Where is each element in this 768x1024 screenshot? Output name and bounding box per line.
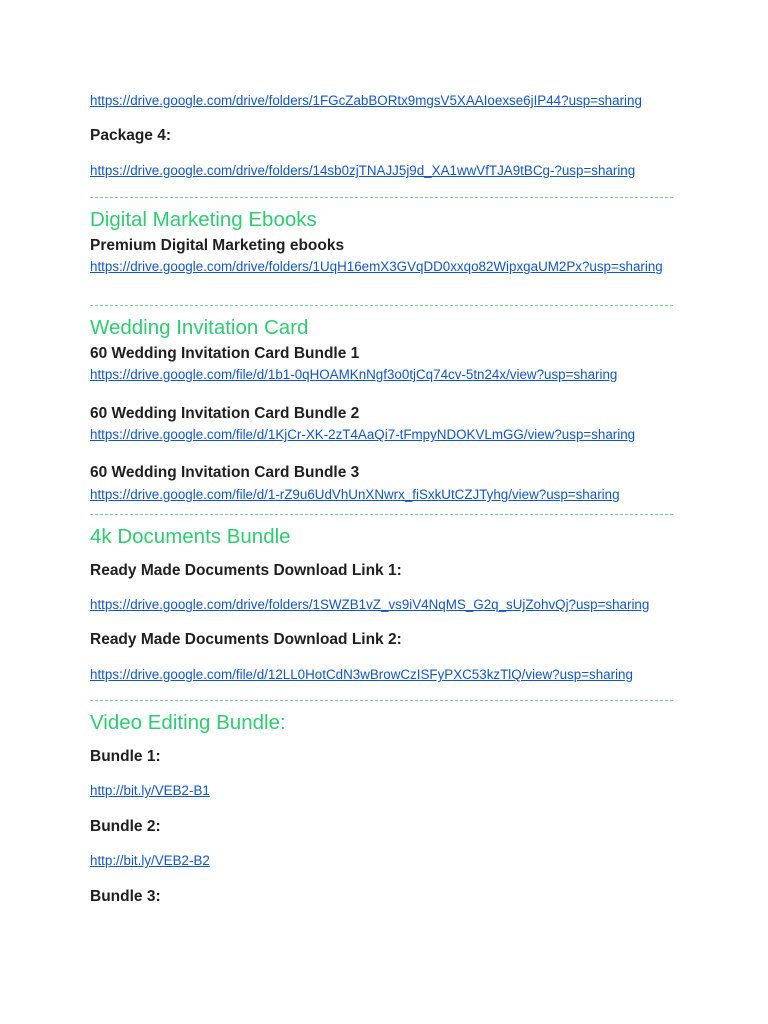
package3-link[interactable]: https://drive.google.com/drive/folders/1FGcZabBORtx9mgsV5XAAIoexse6jIP44?usp=sharing <box>90 93 642 108</box>
wedding-bundle-3-link[interactable]: https://drive.google.com/file/d/1-rZ9u6UdVhUnXNwrx_fiSxkUtCZJTyhg/view?usp=sharing <box>90 487 620 502</box>
section-divider <box>90 514 673 515</box>
video-bundle-1-link[interactable]: http://bit.ly/VEB2-B1 <box>90 783 210 798</box>
wedding-bundle-2-label: 60 Wedding Invitation Card Bundle 2 <box>90 405 360 422</box>
package4-label: Package 4: <box>90 127 171 144</box>
section-divider <box>90 305 673 306</box>
video-bundle-1-label: Bundle 1: <box>90 748 161 765</box>
wedding-bundle-3-label: 60 Wedding Invitation Card Bundle 3 <box>90 464 360 481</box>
section-divider <box>90 700 673 701</box>
documents-link-1-label: Ready Made Documents Download Link 1: <box>90 562 402 579</box>
documents-link-1[interactable]: https://drive.google.com/drive/folders/1SWZB1vZ_vs9iV4NqMS_G2q_sUjZohvQj?usp=sharing <box>90 597 650 612</box>
video-bundle-2-label: Bundle 2: <box>90 818 161 835</box>
section-heading-documents: 4k Documents Bundle <box>90 525 291 548</box>
section-heading-ebooks: Digital Marketing Ebooks <box>90 208 317 231</box>
wedding-bundle-1-label: 60 Wedding Invitation Card Bundle 1 <box>90 345 360 362</box>
documents-link-2-label: Ready Made Documents Download Link 2: <box>90 631 402 648</box>
ebooks-label: Premium Digital Marketing ebooks <box>90 237 345 254</box>
wedding-bundle-1-link[interactable]: https://drive.google.com/file/d/1b1-0qHOAMKnNgf3o0tjCq74cv-5tn24x/view?usp=sharing <box>90 367 618 382</box>
package4-link[interactable]: https://drive.google.com/drive/folders/14sb0zjTNAJJ5j9d_XA1wwVfTJA9tBCg-?usp=sharing <box>90 163 636 178</box>
section-heading-wedding: Wedding Invitation Card <box>90 316 309 339</box>
documents-link-2[interactable]: https://drive.google.com/file/d/12LL0HotCdN3wBrowCzISFyPXC53kzTlQ/view?usp=sharing <box>90 667 633 682</box>
section-heading-video: Video Editing Bundle: <box>90 711 286 734</box>
section-divider <box>90 197 673 198</box>
video-bundle-3-label: Bundle 3: <box>90 888 161 905</box>
ebooks-link[interactable]: https://drive.google.com/drive/folders/1UqH16emX3GVqDD0xxqo82WipxgaUM2Px?usp=sharing <box>90 259 663 274</box>
wedding-bundle-2-link[interactable]: https://drive.google.com/file/d/1KjCr-XK-2zT4AaQi7-tFmpyNDOKVLmGG/view?usp=sharing <box>90 427 636 442</box>
video-bundle-2-link[interactable]: http://bit.ly/VEB2-B2 <box>90 853 210 868</box>
